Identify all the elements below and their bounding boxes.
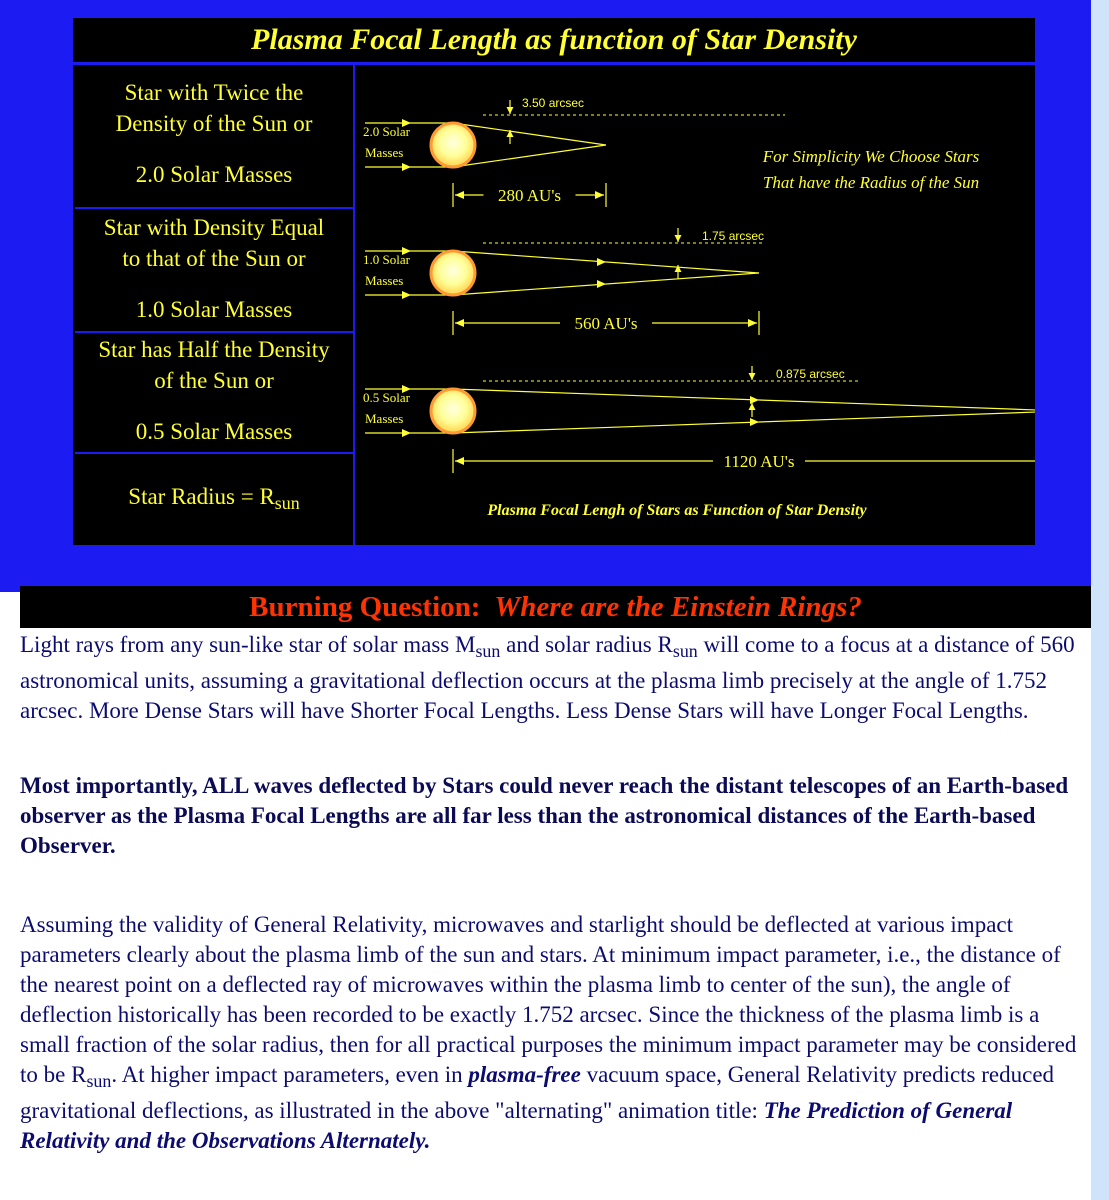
burning-label: Burning Question: — [249, 590, 481, 623]
burning-question-bar — [20, 586, 1091, 628]
angle-marker-down-head — [507, 107, 514, 114]
mass-label: Masses — [365, 273, 404, 288]
star-icon — [431, 123, 475, 167]
para-text: Assuming the validity of General Relativity, microwaves and starlight should be deflected at various impact parameters clearly about the plasma limb of the sun and stars. At minimum impact parameter, i.e., the distance of the nearest point on a deflected ray of microwaves within the plasma limb to center of the sun), the angle of deflection historically has been recorded to be exactly 1.752 arcsec. Since the thickness of the plasma limb is a small fraction of the solar radius, then for all practical purposes the minimum impact parameter may be considered to be R — [20, 912, 1077, 1087]
mass-label: 0.5 Solar — [363, 390, 410, 405]
ray-arrow — [597, 258, 606, 266]
diagram-caption: Plasma Focal Lengh of Stars as Function of Star Density — [487, 502, 867, 519]
star-icon — [431, 251, 475, 295]
ray-arrow — [597, 280, 606, 288]
dimension-arrow — [595, 191, 604, 199]
mass-label: 2.0 Solar — [363, 124, 410, 139]
figure-title: Plasma Focal Length as function of Star Density — [73, 18, 1035, 62]
cell-divider — [75, 452, 354, 454]
deflected-ray — [453, 411, 1035, 433]
ray-arrow — [750, 396, 759, 404]
para-text: Light rays from any sun-like star of solar mass M — [20, 632, 476, 657]
note-line-2: That have the Radius of the Sun — [762, 173, 980, 192]
radius-label: Star Radius = R — [128, 484, 275, 509]
angle-marker-down-head — [749, 373, 756, 380]
cell-line: to that of the Sun or — [122, 246, 306, 271]
para-text: will come to a focus at a distance of 560 astronomical units, assuming a gravitational deflection occurs at the plasma limb precisely at the angle of 1.752 arcsec. More Dense Stars will have Shorter Focal Lengths. Less Dense Stars will have Longer Focal Lengths. — [20, 632, 1075, 724]
para-emphasis: The Prediction of General Relativity and the Observations Alternately. — [20, 1098, 1013, 1154]
paragraph-focus-distance — [20, 630, 1085, 726]
para-emphasis: plasma-free — [468, 1062, 581, 1087]
cell-mass-line: 2.0 Solar Masses — [135, 162, 293, 187]
focal-length-diagram — [355, 65, 1035, 545]
radius-subscript: sun — [274, 493, 300, 514]
ray-arrow — [402, 429, 411, 437]
dimension-arrow — [455, 319, 464, 327]
mass-label: 1.0 Solar — [363, 252, 410, 267]
angle-label: 3.50 arcsec — [522, 96, 585, 110]
cell-line: Star with Twice the — [124, 80, 304, 105]
cell-line: Density of the Sun or — [115, 111, 313, 136]
star-icon — [431, 389, 475, 433]
cell-divider — [75, 331, 354, 333]
ray-arrow — [402, 291, 411, 299]
angle-label: 1.75 arcsec — [702, 229, 765, 243]
angle-marker-up-head — [675, 265, 682, 272]
para-subscript: sun — [86, 1071, 112, 1092]
paragraph-important: Most importantly, ALL waves deflected by Stars could never reach the distant telescopes of an Earth-based observer as the Plasma Focal Lengths are all far less than the astronomical distances of the Earth-based Observer. — [20, 773, 1069, 858]
left-cell-equal-density — [75, 212, 353, 325]
cell-mass-line: 1.0 Solar Masses — [135, 297, 293, 322]
distance-label: 560 AU's — [574, 314, 638, 333]
angle-marker-up-head — [749, 403, 756, 410]
para-text: . At higher impact parameters, even in — [111, 1062, 469, 1087]
paragraph-general-relativity — [20, 910, 1085, 1156]
mass-label: Masses — [365, 411, 404, 426]
left-cell-twice-density — [75, 77, 353, 190]
ray-arrow — [750, 418, 759, 426]
distance-label: 280 AU's — [497, 186, 562, 205]
left-cell-half-density — [75, 334, 353, 447]
mass-label: Masses — [365, 145, 404, 160]
dimension-arrow — [748, 319, 757, 327]
angle-label: 0.875 arcsec — [776, 367, 845, 381]
distance-label: 1120 AU's — [723, 452, 795, 471]
para-subscript: sun — [475, 641, 501, 662]
cell-line: Star has Half the Density — [98, 337, 330, 362]
note-line-1: For Simplicity We Choose Stars — [762, 147, 980, 166]
cell-divider — [75, 207, 354, 209]
dimension-arrow — [455, 457, 464, 465]
figure-body — [73, 65, 1035, 545]
cell-line: Star with Density Equal — [103, 215, 325, 240]
ray-arrow — [402, 163, 411, 171]
cell-mass-line: 0.5 Solar Masses — [135, 419, 293, 444]
cell-line: of the Sun or — [154, 368, 274, 393]
para-subscript: sun — [672, 641, 698, 662]
para-text: vacuum space, General Relativity predicts reduced gravitational deflections, as illustrated in the above "alternating" animation title: — [20, 1062, 1055, 1124]
angle-marker-down-head — [675, 235, 682, 242]
burning-question: Where are the Einstein Rings? — [494, 590, 862, 623]
para-text: and solar radius R — [500, 632, 673, 657]
dimension-arrow — [455, 191, 464, 199]
deflected-ray — [453, 389, 1035, 411]
left-cell-star-radius — [75, 481, 353, 519]
